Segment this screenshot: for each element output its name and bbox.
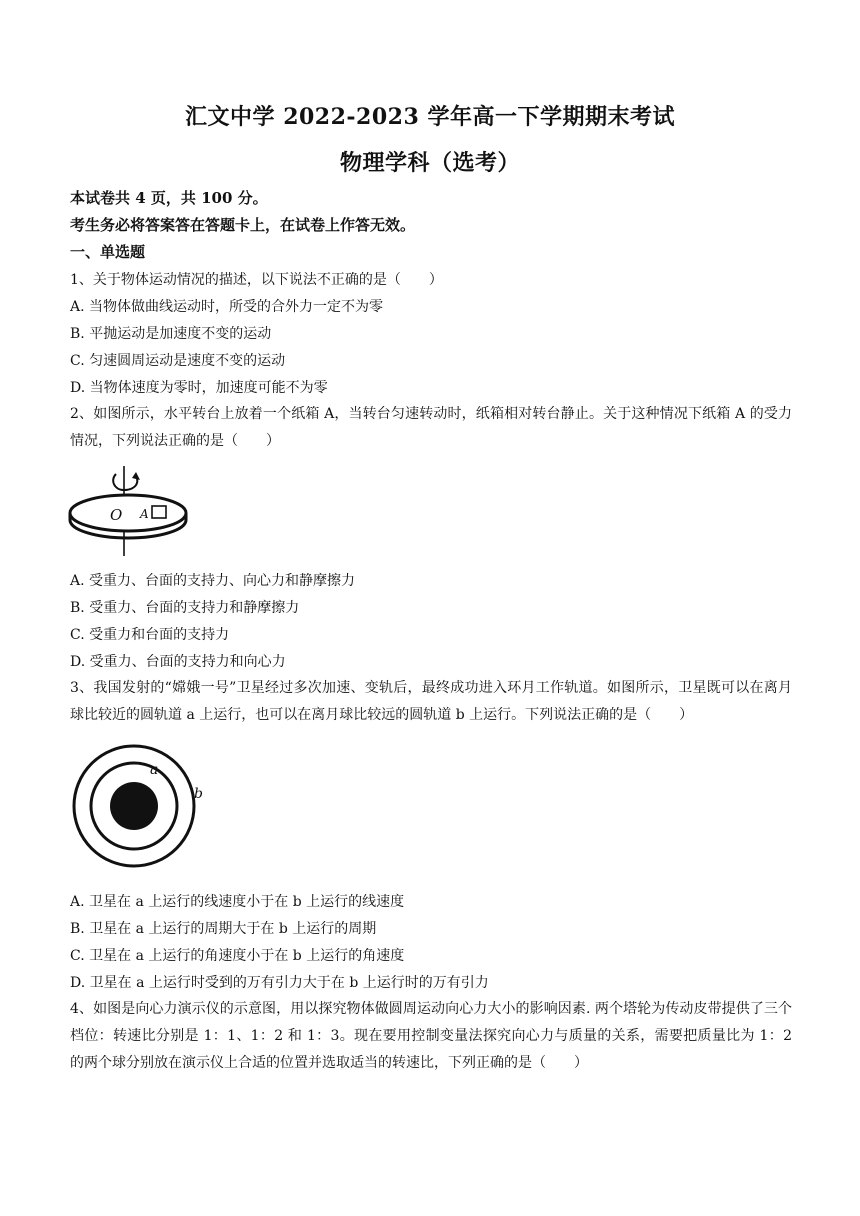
question-3-option-b: B. 卫星在 a 上运行的周期大于在 b 上运行的周期 xyxy=(70,921,377,937)
question-3-stem: 3、我国发射的“嫦娥一号”卫星经过多次加速、变轨后，最终成功进入环月工作轨道。如图所示，卫星既可以在离月球比较近的圆轨道 a 上运行，也可以在离月球比较远的圆轨道 b 上运行。下列说法正确的是（ ） xyxy=(70,680,792,723)
orbit-a-label: a xyxy=(150,762,159,778)
question-1-stem: 1、关于物体运动情况的描述，以下说法不正确的是（ ） xyxy=(70,272,443,288)
question-4-stem: 4、如图是向心力演示仪的示意图，用以探究物体做圆周运动向心力大小的影响因素. 两个塔轮为传动皮带提供了三个档位：转速比分别是 1：1、1：2 和 1：3。现在要用控制变量法探究向心力与质量的关系，需要把质量比为 1：2 的两个球分别放在演示仪上合适的位置并选取适当的转速比，下列正确的是（ ） xyxy=(70,1001,792,1071)
question-1-option-c: C. 匀速圆周运动是速度不变的运动 xyxy=(70,353,286,369)
turntable-figure xyxy=(66,460,196,560)
question-3-option-a: A. 卫星在 a 上运行的线速度小于在 b 上运行的线速度 xyxy=(70,894,405,910)
question-1-option-b: B. 平抛运动是加速度不变的运动 xyxy=(70,326,272,342)
moon-icon xyxy=(110,782,158,830)
question-2-option-d: D. 受重力、台面的支持力和向心力 xyxy=(70,654,286,670)
question-2-option-c: C. 受重力和台面的支持力 xyxy=(70,627,230,643)
question-2-option-a: A. 受重力、台面的支持力、向心力和静摩擦力 xyxy=(70,573,356,589)
question-1-option-d: D. 当物体速度为零时，加速度可能不为零 xyxy=(70,380,328,396)
question-1-option-a: A. 当物体做曲线运动时，所受的合外力一定不为零 xyxy=(70,299,384,315)
exam-title: 汇文中学 2022-2023 学年高一下学期期末考试 xyxy=(185,104,675,130)
turntable-center-label: O xyxy=(110,506,123,524)
exam-subtitle: 物理学科（选考） xyxy=(339,150,520,176)
question-2-option-b: B. 受重力、台面的支持力和静摩擦力 xyxy=(70,600,300,616)
question-3-option-c: C. 卫星在 a 上运行的角速度小于在 b 上运行的角速度 xyxy=(70,948,405,964)
orbit-b-label: b xyxy=(194,786,203,802)
section-heading: 一、单选题 xyxy=(70,243,146,261)
question-2-stem: 2、如图所示，水平转台上放着一个纸箱 A，当转台匀速转动时，纸箱相对转台静止。关于这种情况下纸箱 A 的受力情况，下列说法正确的是（ ） xyxy=(70,406,792,449)
box-label: A xyxy=(140,507,149,521)
note-instruction: 考生务必将答案答在答题卡上，在试卷上作答无效。 xyxy=(70,216,416,234)
orbit-figure xyxy=(72,738,212,878)
question-3-option-d: D. 卫星在 a 上运行时受到的万有引力大于在 b 上运行时的万有引力 xyxy=(70,975,489,991)
note-pages: 本试卷共 4 页，共 100 分。 xyxy=(70,189,268,207)
